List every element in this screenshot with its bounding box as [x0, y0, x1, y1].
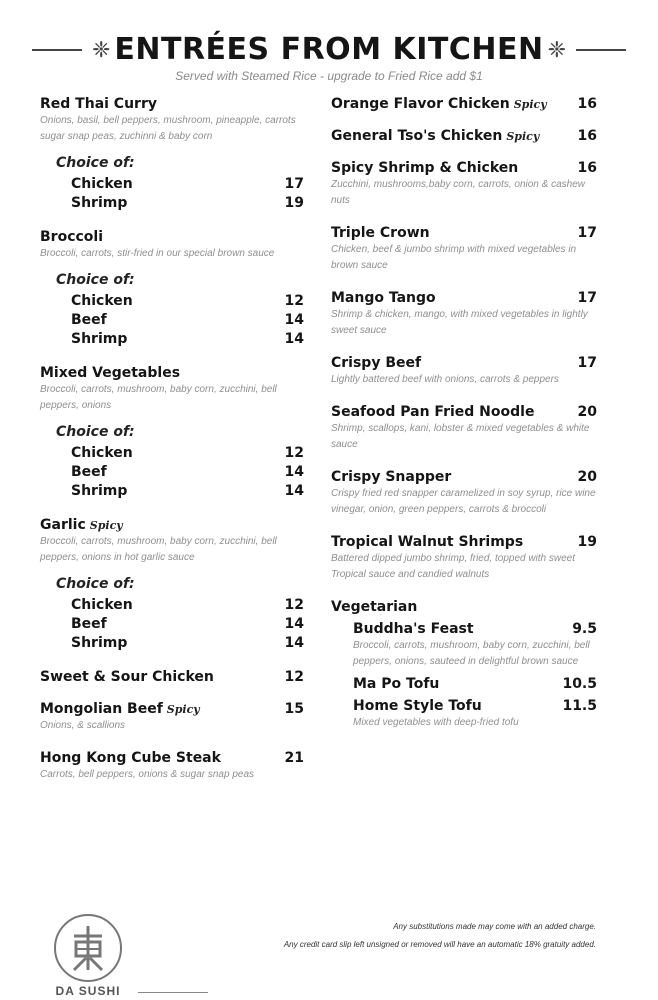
item-description: Zucchini, mushrooms,baby corn, carrots, onion & cashew nuts	[331, 179, 585, 206]
option-label: Shrimp	[71, 483, 128, 499]
spicy-label: Spicy	[513, 98, 547, 111]
option-row	[71, 463, 304, 482]
item-name: Ma Po Tofu	[353, 676, 440, 692]
menu-item-triple-crown	[331, 225, 597, 274]
item-price: 19	[577, 534, 597, 550]
item-description: Mixed vegetables with deep-fried tofu	[353, 717, 519, 728]
menu-item-hong-kong-cube-steak	[40, 750, 304, 783]
option-label: Shrimp	[71, 331, 128, 347]
left-column	[40, 96, 304, 799]
option-row	[71, 194, 304, 213]
item-description: Broccoli, carrots, mushroom, baby corn, zucchini, bell peppers, onions, sauteed in delightful brown sauce	[353, 640, 590, 667]
item-name-text: Orange Flavor Chicken	[331, 96, 510, 112]
menu-item-crispy-snapper	[331, 469, 597, 518]
restaurant-logo	[38, 914, 138, 998]
option-label: Beef	[71, 616, 107, 632]
option-list	[71, 292, 304, 349]
option-label: Beef	[71, 312, 107, 328]
option-row	[71, 292, 304, 311]
menu-item-mongolian-beef	[40, 701, 304, 734]
item-description: Battered dipped jumbo shrimp, fried, topped with sweet Tropical sauce and candied walnuts	[331, 553, 576, 580]
option-row	[71, 596, 304, 615]
menu-item-sweet-sour-chicken	[40, 669, 304, 685]
option-row	[71, 634, 304, 653]
choice-label: Choice of:	[56, 272, 135, 288]
item-name-text: Mongolian Beef	[40, 701, 163, 717]
option-price: 12	[284, 445, 304, 461]
menu-item-mango-tango	[331, 290, 597, 339]
ornament-right-icon: ❈	[547, 36, 567, 62]
item-price: 11.5	[562, 698, 597, 714]
option-label: Chicken	[71, 445, 133, 461]
item-name-text: Garlic	[40, 517, 86, 533]
item-description: Shrimp & chicken, mango, with mixed vegetables in lightly sweet sauce	[331, 309, 588, 336]
option-list	[71, 175, 304, 213]
item-description: Broccoli, carrots, mushroom, baby corn, zucchini, bell peppers, onions in hot garlic sauce	[40, 536, 277, 563]
item-description: Carrots, bell peppers, onions & sugar snap peas	[40, 769, 255, 780]
item-price: 17	[577, 290, 597, 306]
option-price: 19	[284, 195, 304, 211]
item-description: Onions, & scallions	[40, 720, 126, 731]
item-name	[331, 96, 547, 112]
item-name: Tropical Walnut Shrimps	[331, 534, 524, 550]
vegetarian-section	[353, 621, 597, 731]
option-price: 12	[284, 293, 304, 309]
option-label: Shrimp	[71, 195, 128, 211]
page-title: ENTRÉES FROM KITCHEN	[114, 32, 544, 67]
option-row	[71, 615, 304, 634]
vegetarian-section-label: Vegetarian	[331, 599, 418, 615]
item-description: Lightly battered beef with onions, carrots & peppers	[331, 374, 559, 385]
option-price: 14	[284, 312, 304, 328]
item-price: 20	[577, 469, 597, 485]
menu-item-red-thai-curry	[40, 96, 304, 213]
option-price: 14	[284, 464, 304, 480]
item-price: 15	[284, 701, 304, 717]
item-price: 20	[577, 404, 597, 420]
header-rule-right	[576, 49, 626, 51]
item-name: Sweet & Sour Chicken	[40, 669, 214, 685]
menu-item-ma-po-tofu	[353, 676, 597, 692]
option-price: 17	[284, 176, 304, 192]
item-name: Hong Kong Cube Steak	[40, 750, 221, 766]
menu-item-garlic	[40, 517, 304, 653]
option-list	[71, 444, 304, 501]
menu-header	[0, 32, 658, 83]
right-column	[331, 96, 597, 737]
menu-item-orange-flavor-chicken	[331, 96, 597, 112]
option-price: 14	[284, 331, 304, 347]
item-description: Crispy fried red snapper caramelized in soy syrup, rice wine vinegar, onion, green peppers, carrots & broccoli	[331, 488, 596, 515]
option-row	[71, 444, 304, 463]
spicy-label: Spicy	[506, 130, 540, 143]
option-row	[71, 311, 304, 330]
item-price: 16	[577, 96, 597, 112]
menu-item-crispy-beef	[331, 355, 597, 388]
menu-item-broccoli	[40, 229, 304, 349]
spicy-label: Spicy	[89, 519, 123, 532]
item-name: Crispy Beef	[331, 355, 422, 371]
spicy-label: Spicy	[166, 703, 200, 716]
option-row	[71, 330, 304, 349]
choice-label: Choice of:	[56, 155, 135, 171]
item-name: Mixed Vegetables	[40, 365, 181, 381]
logo-emblem-icon	[54, 914, 122, 982]
item-name: Home Style Tofu	[353, 698, 482, 714]
gratuity-note: Any credit card slip left unsigned or removed will have an automatic 18% gratuity added.	[283, 940, 596, 949]
option-list	[71, 596, 304, 653]
option-label: Chicken	[71, 293, 133, 309]
item-name: Red Thai Curry	[40, 96, 157, 112]
item-description: Shrimp, scallops, kani, lobster & mixed vegetables & white sauce	[331, 423, 590, 450]
menu-item-general-tso	[331, 128, 597, 144]
menu-item-home-style-tofu	[353, 698, 597, 731]
item-name: Seafood Pan Fried Noodle	[331, 404, 535, 420]
option-label: Chicken	[71, 176, 133, 192]
item-description: Broccoli, carrots, stir-fried in our special brown sauce	[40, 248, 275, 259]
choice-label: Choice of:	[56, 424, 135, 440]
item-price: 10.5	[562, 676, 597, 692]
item-name	[40, 701, 200, 717]
item-price: 12	[284, 669, 304, 685]
option-price: 14	[284, 616, 304, 632]
choice-label: Choice of:	[56, 576, 135, 592]
item-name: Broccoli	[40, 229, 104, 245]
item-description: Onions, basil, bell peppers, mushroom, pineapple, carrots sugar snap peas, zuchinni & baby corn	[40, 115, 296, 142]
item-description: Chicken, beef & jumbo shrimp with mixed vegetables in brown sauce	[331, 244, 577, 271]
item-price: 9.5	[572, 621, 597, 637]
menu-item-tropical-walnut-shrimps	[331, 534, 597, 583]
option-row	[71, 175, 304, 194]
page-subtitle: Served with Steamed Rice - upgrade to Fried Rice add $1	[175, 69, 483, 83]
item-name-text: General Tso's Chicken	[331, 128, 503, 144]
item-name	[331, 128, 539, 144]
menu-item-buddhas-feast	[353, 621, 597, 670]
option-price: 12	[284, 597, 304, 613]
option-price: 14	[284, 483, 304, 499]
logo-text: DA SUSHI	[55, 984, 121, 998]
option-label: Shrimp	[71, 635, 128, 651]
item-price: 21	[284, 750, 304, 766]
item-name: Spicy Shrimp & Chicken	[331, 160, 519, 176]
option-row	[71, 482, 304, 501]
menu-item-spicy-shrimp-chicken	[331, 160, 597, 209]
logo-divider	[138, 992, 208, 993]
option-label: Chicken	[71, 597, 133, 613]
option-label: Beef	[71, 464, 107, 480]
item-description: Broccoli, carrots, mushroom, baby corn, zucchini, bell peppers, onions	[40, 384, 277, 411]
item-name: Mango Tango	[331, 290, 436, 306]
menu-item-seafood-pan-fried-noodle	[331, 404, 597, 453]
item-name: Buddha's Feast	[353, 621, 474, 637]
item-price: 17	[577, 225, 597, 241]
item-name: Triple Crown	[331, 225, 430, 241]
item-name	[40, 517, 123, 533]
substitution-note: Any substitutions made may come with an added charge.	[393, 922, 596, 931]
header-rule-left	[32, 49, 82, 51]
item-price: 16	[577, 128, 597, 144]
item-price: 16	[577, 160, 597, 176]
footer-notes	[284, 918, 596, 954]
option-price: 14	[284, 635, 304, 651]
item-name: Crispy Snapper	[331, 469, 452, 485]
ornament-left-icon: ❈	[91, 36, 111, 62]
item-price: 17	[577, 355, 597, 371]
menu-item-mixed-vegetables	[40, 365, 304, 501]
